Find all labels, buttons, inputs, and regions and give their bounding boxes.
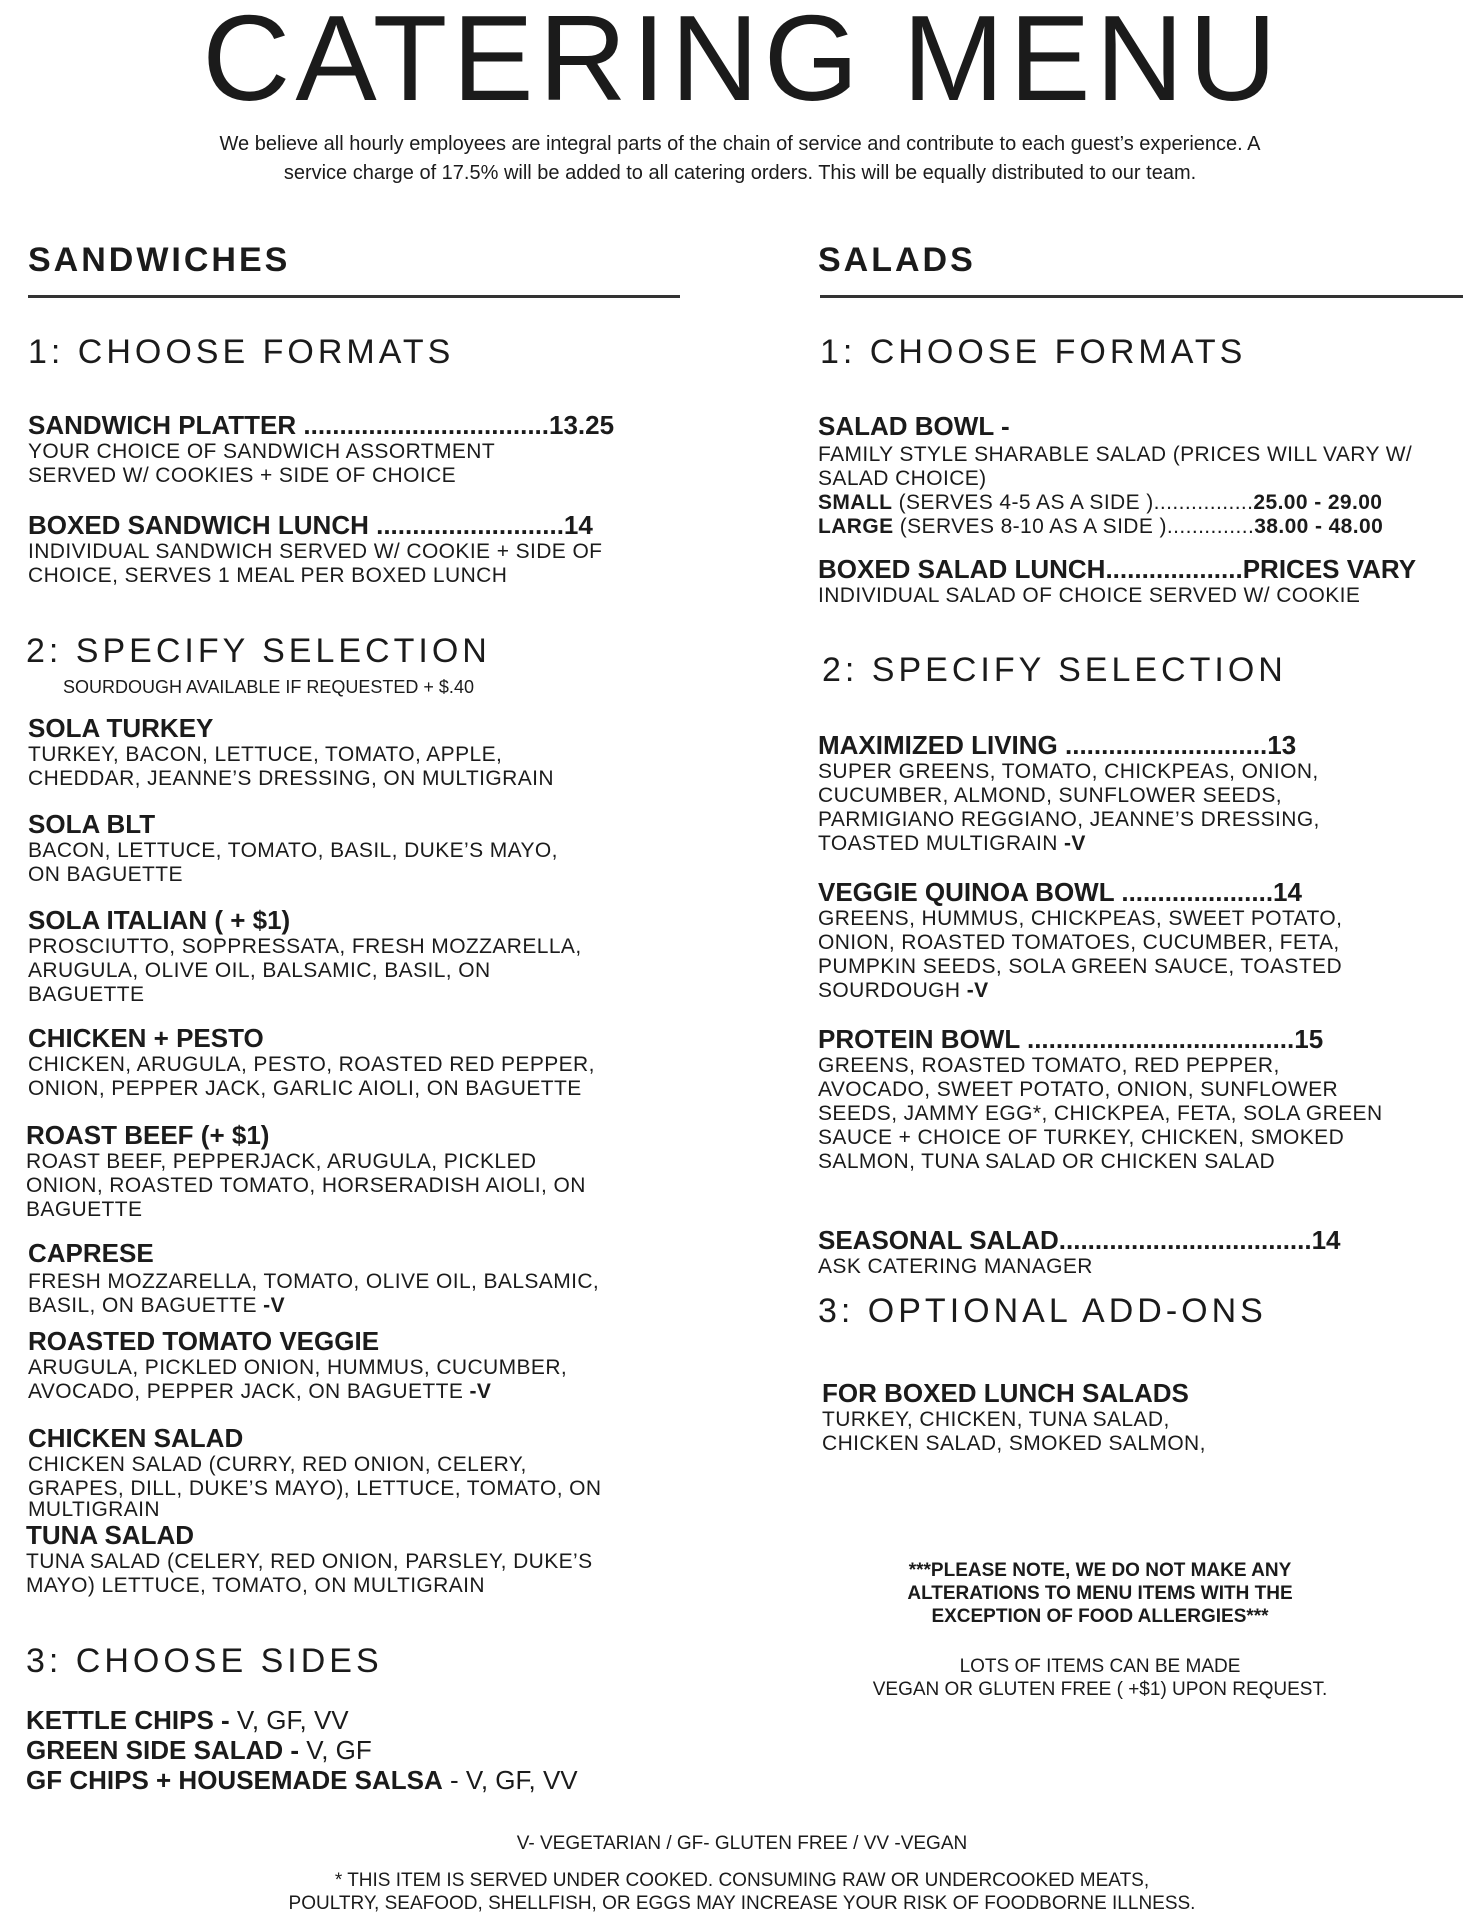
item-name: MAXIMIZED LIVING ............................13 (818, 730, 1297, 760)
item-name: SOLA ITALIAN ( + $1) (28, 905, 291, 935)
item-name: SOLA TURKEY (28, 713, 214, 743)
disclaimer-line: * THIS ITEM IS SERVED UNDER COOKED. CONSUMING RAW OR UNDERCOOKED MEATS, (334, 1870, 1150, 1891)
item-desc: SERVED W/ COOKIES + SIDE OF CHOICE (28, 464, 457, 487)
format-sandwich-platter (28, 410, 614, 488)
item-desc: SEEDS, JAMMY EGG*, CHICKPEA, FETA, SOLA GREEN (818, 1102, 1383, 1125)
item-desc: TUNA SALAD (CELERY, RED ONION, PARSLEY, DUKE’S (26, 1550, 593, 1573)
item-name: ROASTED TOMATO VEGGIE (28, 1326, 380, 1356)
item-name: VEGGIE QUINOA BOWL .....................14 (818, 877, 1302, 907)
item-desc: PARMIGIANO REGGIANO, JEANNE’S DRESSING, (818, 808, 1320, 831)
item-desc: FAMILY STYLE SHARABLE SALAD (PRICES WILL VARY W/ (818, 443, 1413, 466)
item-desc: FRESH MOZZARELLA, TOMATO, OLIVE OIL, BALSAMIC, (28, 1270, 600, 1293)
item-chicken-salad (28, 1423, 601, 1519)
item-desc: ONION, ROASTED TOMATO, HORSERADISH AIOLI, ON (26, 1174, 586, 1197)
item-sola-blt (28, 809, 558, 887)
item-name: CAPRESE (28, 1238, 154, 1268)
item-desc: AVOCADO, SWEET POTATO, ONION, SUNFLOWER (818, 1078, 1339, 1101)
format-boxed-salad (818, 554, 1416, 608)
item-veggie-quinoa-bowl (818, 877, 1342, 1003)
item-seasonal-salad (818, 1225, 1341, 1279)
side-tags: V, GF (299, 1735, 372, 1765)
side-tags: V, GF, VV (229, 1705, 349, 1735)
item-desc: SAUCE + CHOICE OF TURKEY, CHICKEN, SMOKED (818, 1126, 1345, 1149)
item-desc: SALAD CHOICE) (818, 467, 987, 490)
item-name: TUNA SALAD (26, 1520, 195, 1550)
item-desc: BACON, LETTUCE, TOMATO, BASIL, DUKE’S MAYO, (28, 839, 558, 862)
vegetarian-tag: -V (966, 979, 989, 1002)
item-desc: SOURDOUGH (818, 979, 961, 1002)
item-desc: PUMPKIN SEEDS, SOLA GREEN SAUCE, TOASTED (818, 955, 1343, 978)
item-desc: ARUGULA, OLIVE OIL, BALSAMIC, BASIL, ON (28, 959, 491, 982)
side-name: GF CHIPS + HOUSEMADE SALSA (26, 1765, 443, 1795)
intro-line: service charge of 17.5% will be added to all catering orders. This will be equally distributed to our team. (283, 162, 1197, 184)
item-maximized-living (818, 730, 1320, 856)
item-caprese (28, 1238, 599, 1318)
intro-line: We believe all hourly employees are integral parts of the chain of service and contribute to each guest’s experience. A (219, 133, 1261, 155)
side-green-salad (26, 1735, 578, 1765)
notice-line: ***PLEASE NOTE, WE DO NOT MAKE ANY (908, 1560, 1292, 1581)
page-title: CATERING MENU (202, 0, 1282, 126)
side-name: GREEN SIDE SALAD - (26, 1735, 300, 1765)
notice-line: EXCEPTION OF FOOD ALLERGIES*** (931, 1606, 1269, 1627)
item-desc: AVOCADO, PEPPER JACK, ON BAGUETTE (28, 1380, 464, 1403)
vegetarian-tag: -V (1064, 832, 1086, 855)
size-price: 38.00 - 48.00 (1254, 515, 1384, 538)
item-desc: ON BAGUETTE (28, 863, 183, 886)
item-name: CHICKEN + PESTO (28, 1023, 264, 1053)
sides-list (26, 1705, 578, 1795)
item-desc: GREENS, ROASTED TOMATO, RED PEPPER, (818, 1054, 1280, 1077)
item-desc: MAYO) LETTUCE, TOMATO, ON MULTIGRAIN (26, 1574, 485, 1597)
note-line: VEGAN OR GLUTEN FREE ( +$1) UPON REQUEST. (872, 1679, 1328, 1700)
salads-heading: SALADS (818, 241, 976, 279)
item-name: SALAD BOWL - (818, 411, 1010, 441)
size-label: LARGE (818, 515, 894, 538)
size-detail: (SERVES 8-10 AS A SIDE ).............. (893, 515, 1255, 538)
notice-line: ALTERATIONS TO MENU ITEMS WITH THE (907, 1583, 1293, 1604)
item-desc: SUPER GREENS, TOMATO, CHICKPEAS, ONION, (818, 760, 1319, 783)
note-line: LOTS OF ITEMS CAN BE MADE (959, 1656, 1241, 1677)
addons-boxed-lunch (822, 1378, 1206, 1456)
item-roast-beef (26, 1120, 586, 1222)
item-desc: TURKEY, CHICKEN, TUNA SALAD, (822, 1408, 1170, 1431)
side-name: KETTLE CHIPS - (26, 1705, 230, 1735)
item-desc: YOUR CHOICE OF SANDWICH ASSORTMENT (28, 440, 496, 463)
vegetarian-tag: -V (469, 1380, 492, 1403)
format-salad-bowl (818, 411, 1412, 539)
salads-step-selection: 2: SPECIFY SELECTION (822, 651, 1287, 689)
item-name: SOLA BLT (28, 809, 156, 839)
salads-divider (820, 295, 1463, 298)
side-kettle-chips (26, 1705, 578, 1735)
item-name: SANDWICH PLATTER ..................................13.25 (28, 410, 615, 440)
item-name: BOXED SANDWICH LUNCH ..........................14 (28, 510, 593, 540)
item-name: FOR BOXED LUNCH SALADS (822, 1378, 1189, 1408)
item-desc: CHOICE, SERVES 1 MEAL PER BOXED LUNCH (28, 564, 508, 587)
item-sola-turkey (28, 713, 554, 791)
item-desc: TOASTED MULTIGRAIN (818, 832, 1058, 855)
item-desc: CHICKEN SALAD, SMOKED SALMON, (822, 1432, 1206, 1455)
salads-step-formats: 1: CHOOSE FORMATS (820, 333, 1247, 371)
sandwiches-step-selection: 2: SPECIFY SELECTION (26, 632, 491, 670)
item-desc: BASIL, ON BAGUETTE (28, 1294, 257, 1317)
item-desc: ONION, PEPPER JACK, GARLIC AIOLI, ON BAGUETTE (28, 1077, 582, 1100)
size-price: 25.00 - 29.00 (1253, 491, 1383, 514)
item-desc: BAGUETTE (26, 1198, 143, 1221)
item-name: PROTEIN BOWL .....................................15 (818, 1024, 1324, 1054)
vegetarian-tag: -V (263, 1294, 285, 1317)
size-large (818, 515, 1412, 539)
sourdough-note: SOURDOUGH AVAILABLE IF REQUESTED + $.40 (63, 677, 474, 697)
item-desc: INDIVIDUAL SALAD OF CHOICE SERVED W/ COOKIE (818, 584, 1361, 607)
item-name: ROAST BEEF (+ $1) (26, 1120, 270, 1150)
item-desc: GREENS, HUMMUS, CHICKPEAS, SWEET POTATO, (818, 907, 1343, 930)
salads-step-addons: 3: OPTIONAL ADD-ONS (818, 1292, 1267, 1330)
item-desc: SALMON, TUNA SALAD OR CHICKEN SALAD (818, 1150, 1276, 1173)
item-name: CHICKEN SALAD (28, 1423, 244, 1453)
size-label: SMALL (818, 491, 893, 514)
item-tuna-salad (26, 1520, 593, 1598)
item-desc: ROAST BEEF, PEPPERJACK, ARUGULA, PICKLED (26, 1150, 537, 1173)
item-sola-italian (28, 905, 582, 1007)
item-desc: ARUGULA, PICKLED ONION, HUMMUS, CUCUMBER, (28, 1356, 568, 1379)
size-small (818, 491, 1412, 515)
item-desc: CUCUMBER, ALMOND, SUNFLOWER SEEDS, (818, 784, 1282, 807)
item-desc: CHICKEN, ARUGULA, PESTO, ROASTED RED PEPPER, (28, 1053, 595, 1076)
side-tags: - V, GF, VV (442, 1765, 578, 1795)
item-desc: ASK CATERING MANAGER (818, 1255, 1093, 1278)
item-desc: CHEDDAR, JEANNE’S DRESSING, ON MULTIGRAIN (28, 767, 554, 790)
item-desc: PROSCIUTTO, SOPPRESSATA, FRESH MOZZARELLA, (28, 935, 582, 958)
item-chicken-pesto (28, 1023, 595, 1101)
item-desc: GRAPES, DILL, DUKE’S MAYO), LETTUCE, TOMATO, ON (28, 1477, 602, 1500)
side-gf-chips-salsa (26, 1765, 578, 1795)
item-desc: CHICKEN SALAD (CURRY, RED ONION, CELERY, (28, 1453, 527, 1476)
item-desc: ONION, ROASTED TOMATOES, CUCUMBER, FETA, (818, 931, 1340, 954)
sandwiches-divider (28, 295, 680, 298)
sandwiches-step-formats: 1: CHOOSE FORMATS (28, 333, 455, 371)
item-desc: BAGUETTE (28, 983, 145, 1006)
item-name: SEASONAL SALAD...................................14 (818, 1225, 1341, 1255)
sandwiches-heading: SANDWICHES (28, 241, 291, 279)
intro-text (140, 130, 1340, 188)
undercooked-disclaimer (0, 1869, 1484, 1915)
size-detail: (SERVES 4-5 AS A SIDE )................ (892, 491, 1254, 514)
alterations-notice (810, 1559, 1390, 1628)
item-desc: MULTIGRAIN (28, 1501, 160, 1519)
sandwiches-step-sides: 3: CHOOSE SIDES (26, 1642, 383, 1680)
item-roasted-tomato-veggie (28, 1326, 567, 1404)
item-name: BOXED SALAD LUNCH...................PRICES VARY (818, 554, 1417, 584)
item-protein-bowl (818, 1024, 1383, 1174)
dietary-legend: V- VEGETARIAN / GF- GLUTEN FREE / VV -VEGAN (516, 1833, 968, 1854)
vegan-gluten-free-note (790, 1655, 1410, 1701)
item-desc: INDIVIDUAL SANDWICH SERVED W/ COOKIE + SIDE OF (28, 540, 603, 563)
disclaimer-line: POULTRY, SEAFOOD, SHELLFISH, OR EGGS MAY INCREASE YOUR RISK OF FOODBORNE ILLNESS. (288, 1893, 1196, 1914)
item-desc: TURKEY, BACON, LETTUCE, TOMATO, APPLE, (28, 743, 503, 766)
format-boxed-sandwich (28, 510, 602, 588)
